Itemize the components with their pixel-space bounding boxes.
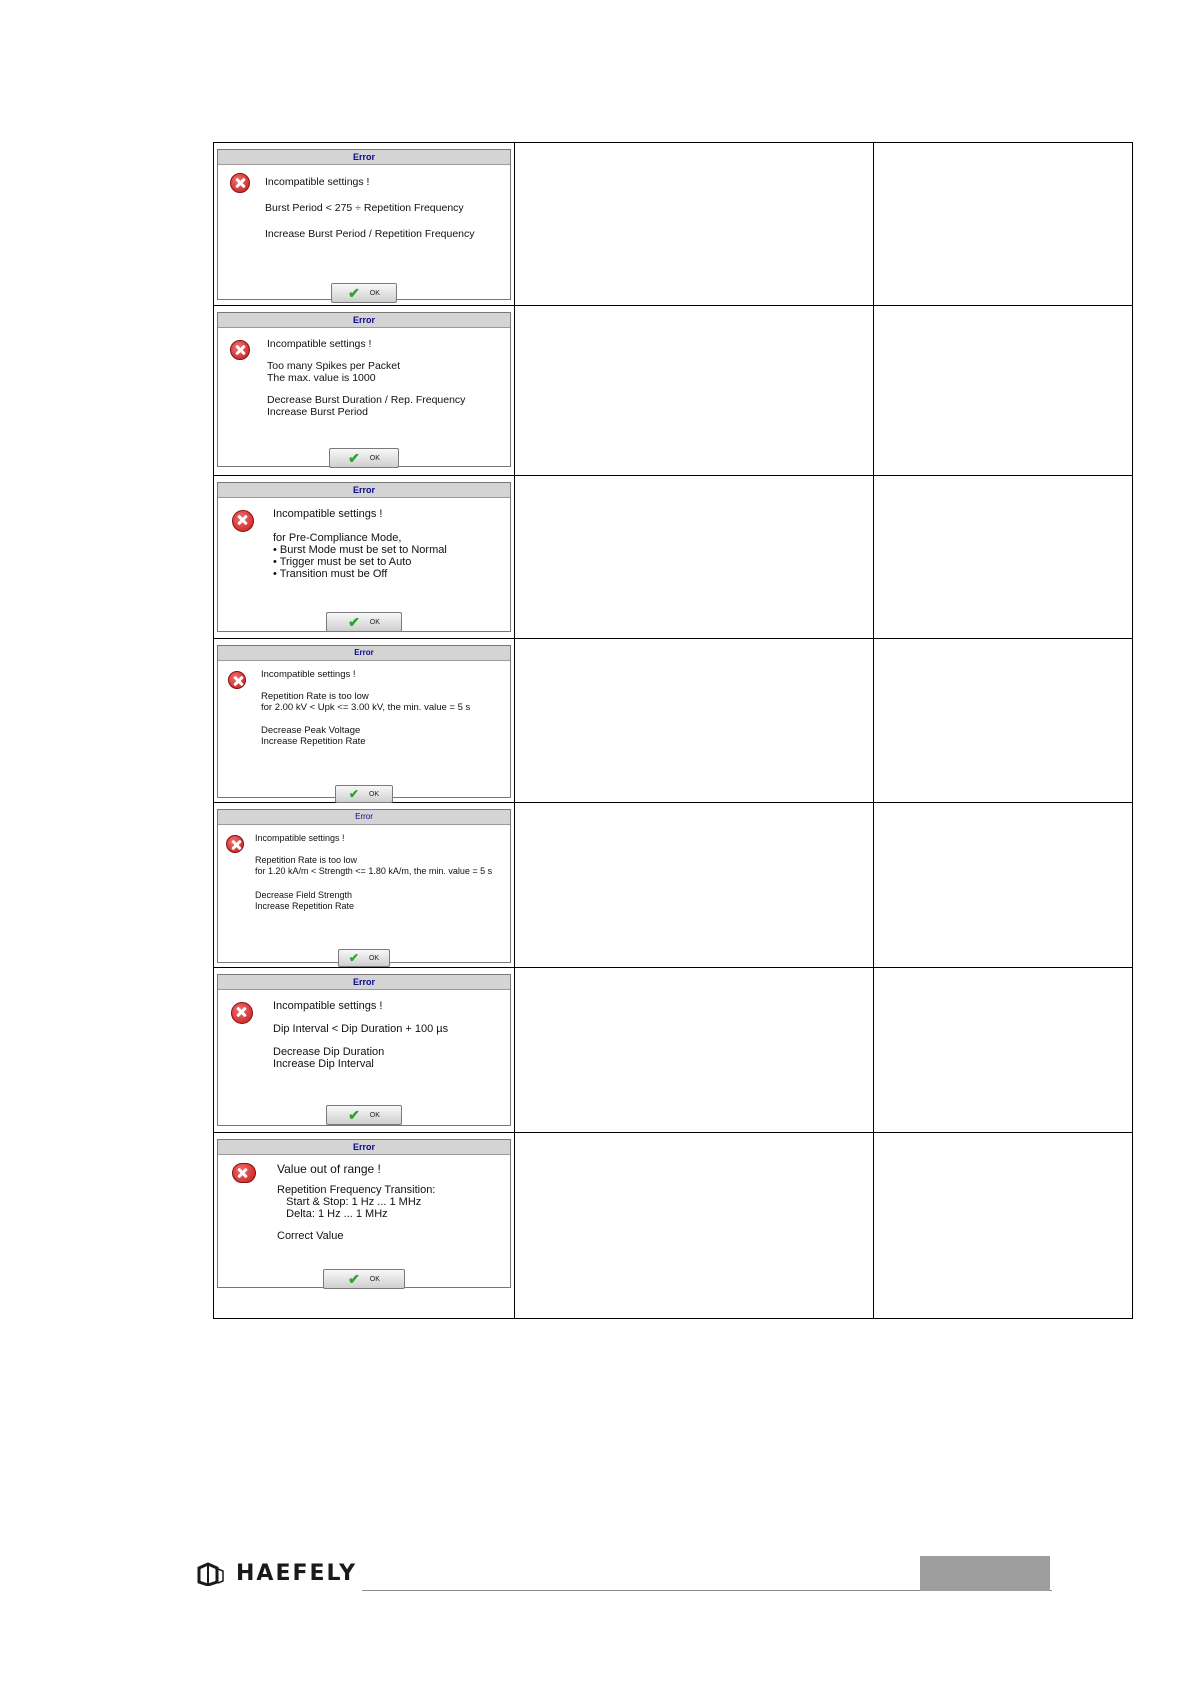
message-line: Dip Interval < Dip Duration + 100 µs <box>273 1023 449 1035</box>
description-cell <box>515 1133 874 1319</box>
description-cell <box>515 143 874 306</box>
ok-label: OK <box>369 454 380 462</box>
error-icon <box>228 671 246 689</box>
message-line: Decrease Peak Voltage <box>261 725 361 736</box>
message-line: Too many Spikes per Packet <box>267 360 401 372</box>
dialog-message <box>261 669 504 747</box>
checkmark-icon: ✔ <box>348 787 359 801</box>
message-line: • Trigger must be set to Auto <box>273 556 412 568</box>
dialog-heading: Incompatible settings ! <box>265 176 370 188</box>
checkmark-icon: ✔ <box>348 614 360 630</box>
action-cell <box>874 803 1133 968</box>
message-line: Correct Value <box>277 1230 344 1242</box>
haefely-logo <box>196 1561 357 1586</box>
dialog-cell <box>214 968 515 1133</box>
message-line: for 2.00 kV < Upk <= 3.00 kV, the min. value = 5 s <box>261 702 471 713</box>
page-number-box <box>920 1556 1050 1591</box>
error-dialog <box>217 974 511 1126</box>
table-row <box>214 143 1133 306</box>
table-row <box>214 968 1133 1133</box>
error-dialog <box>217 1139 511 1288</box>
error-icon <box>231 1002 253 1024</box>
message-line: Repetition Rate is too low <box>255 855 358 865</box>
message-line: Burst Period < 275 ÷ Repetition Frequency <box>265 202 464 214</box>
dialog-title: Error <box>218 975 510 990</box>
ok-label: OK <box>369 289 380 297</box>
dialog-cell <box>214 639 515 803</box>
message-line: Decrease Burst Duration / Rep. Frequency <box>267 394 466 406</box>
message-line: Increase Repetition Rate <box>255 901 355 911</box>
ok-label: OK <box>369 1111 380 1119</box>
error-icon <box>226 835 244 853</box>
dialog-cell <box>214 803 515 968</box>
dialog-heading: Incompatible settings ! <box>267 338 372 350</box>
checkmark-icon: ✔ <box>348 285 360 301</box>
error-dialog <box>217 809 511 963</box>
dialog-heading: Incompatible settings ! <box>261 669 356 680</box>
ok-button[interactable] <box>326 1105 402 1125</box>
error-icon <box>232 1163 256 1183</box>
message-line: Repetition Frequency Transition: <box>277 1184 436 1196</box>
ok-label: OK <box>368 790 380 798</box>
action-cell <box>874 1133 1133 1319</box>
dialog-title: Error <box>218 150 510 165</box>
error-icon <box>232 510 254 532</box>
action-cell <box>874 968 1133 1133</box>
table-row <box>214 1133 1133 1319</box>
description-cell <box>515 306 874 476</box>
action-cell <box>874 476 1133 639</box>
message-line: Increase Burst Period / Repetition Frequency <box>265 228 475 240</box>
dialog-title: Error <box>218 483 510 498</box>
description-cell <box>515 968 874 1133</box>
message-line: Start & Stop: 1 Hz ... 1 MHz <box>277 1196 422 1208</box>
error-messages-table <box>213 142 1133 1319</box>
message-line: for 1.20 kA/m < Strength <= 1.80 kA/m, the min. value = 5 s <box>255 866 493 876</box>
message-line: Repetition Rate is too low <box>261 691 369 702</box>
dialog-heading: Incompatible settings ! <box>273 1000 383 1012</box>
description-cell <box>515 639 874 803</box>
dialog-title: Error <box>218 810 510 825</box>
dialog-heading: Incompatible settings ! <box>273 508 383 520</box>
ok-label: OK <box>368 954 380 962</box>
error-dialog <box>217 645 511 801</box>
dialog-cell <box>214 143 515 306</box>
table-row <box>214 639 1133 803</box>
ok-button[interactable] <box>338 949 390 967</box>
haefely-logo-icon <box>196 1562 226 1586</box>
ok-button[interactable] <box>326 612 402 632</box>
action-cell <box>874 639 1133 803</box>
ok-button[interactable] <box>323 1269 405 1289</box>
logo-text: HAEFELY <box>236 1561 358 1586</box>
message-line: Decrease Dip Duration <box>273 1046 385 1058</box>
table-row <box>214 476 1133 639</box>
error-icon <box>230 340 250 360</box>
message-line: Delta: 1 Hz ... 1 MHz <box>277 1208 388 1220</box>
message-line: The max. value is 1000 <box>267 372 376 384</box>
error-dialog <box>217 482 511 632</box>
checkmark-icon: ✔ <box>348 1107 360 1123</box>
checkmark-icon: ✔ <box>348 450 360 466</box>
dialog-message <box>273 508 504 580</box>
dialog-title: Error <box>218 646 510 661</box>
message-line: for Pre-Compliance Mode, <box>273 532 402 544</box>
action-cell <box>874 306 1133 476</box>
action-cell <box>874 143 1133 306</box>
error-icon <box>230 173 250 193</box>
ok-button[interactable] <box>335 785 393 803</box>
dialog-heading: Incompatible settings ! <box>255 833 345 843</box>
dialog-cell <box>214 476 515 639</box>
dialog-title: Error <box>218 313 510 328</box>
message-line: Increase Repetition Rate <box>261 736 366 747</box>
message-line: • Burst Mode must be set to Normal <box>273 544 447 556</box>
dialog-message <box>255 833 504 912</box>
table-row <box>214 803 1133 968</box>
table-row <box>214 306 1133 476</box>
dialog-heading: Value out of range ! <box>277 1162 381 1176</box>
description-cell <box>515 803 874 968</box>
error-dialog <box>217 149 511 300</box>
error-dialog <box>217 312 511 467</box>
dialog-message <box>267 338 504 418</box>
dialog-message <box>273 1000 504 1070</box>
dialog-title: Error <box>218 1140 510 1155</box>
message-line: Increase Dip Interval <box>273 1058 374 1070</box>
ok-label: OK <box>369 618 380 626</box>
message-line: Decrease Field Strength <box>255 890 353 900</box>
checkmark-icon: ✔ <box>348 1271 360 1287</box>
ok-button[interactable] <box>331 283 397 303</box>
dialog-cell <box>214 1133 515 1319</box>
description-cell <box>515 476 874 639</box>
ok-label: OK <box>369 1275 380 1283</box>
message-line: • Transition must be Off <box>273 568 388 580</box>
ok-button[interactable] <box>329 448 399 468</box>
checkmark-icon: ✔ <box>348 951 359 965</box>
dialog-message <box>265 175 504 241</box>
message-line: Increase Burst Period <box>267 406 368 418</box>
dialog-message <box>277 1163 504 1242</box>
dialog-cell <box>214 306 515 476</box>
